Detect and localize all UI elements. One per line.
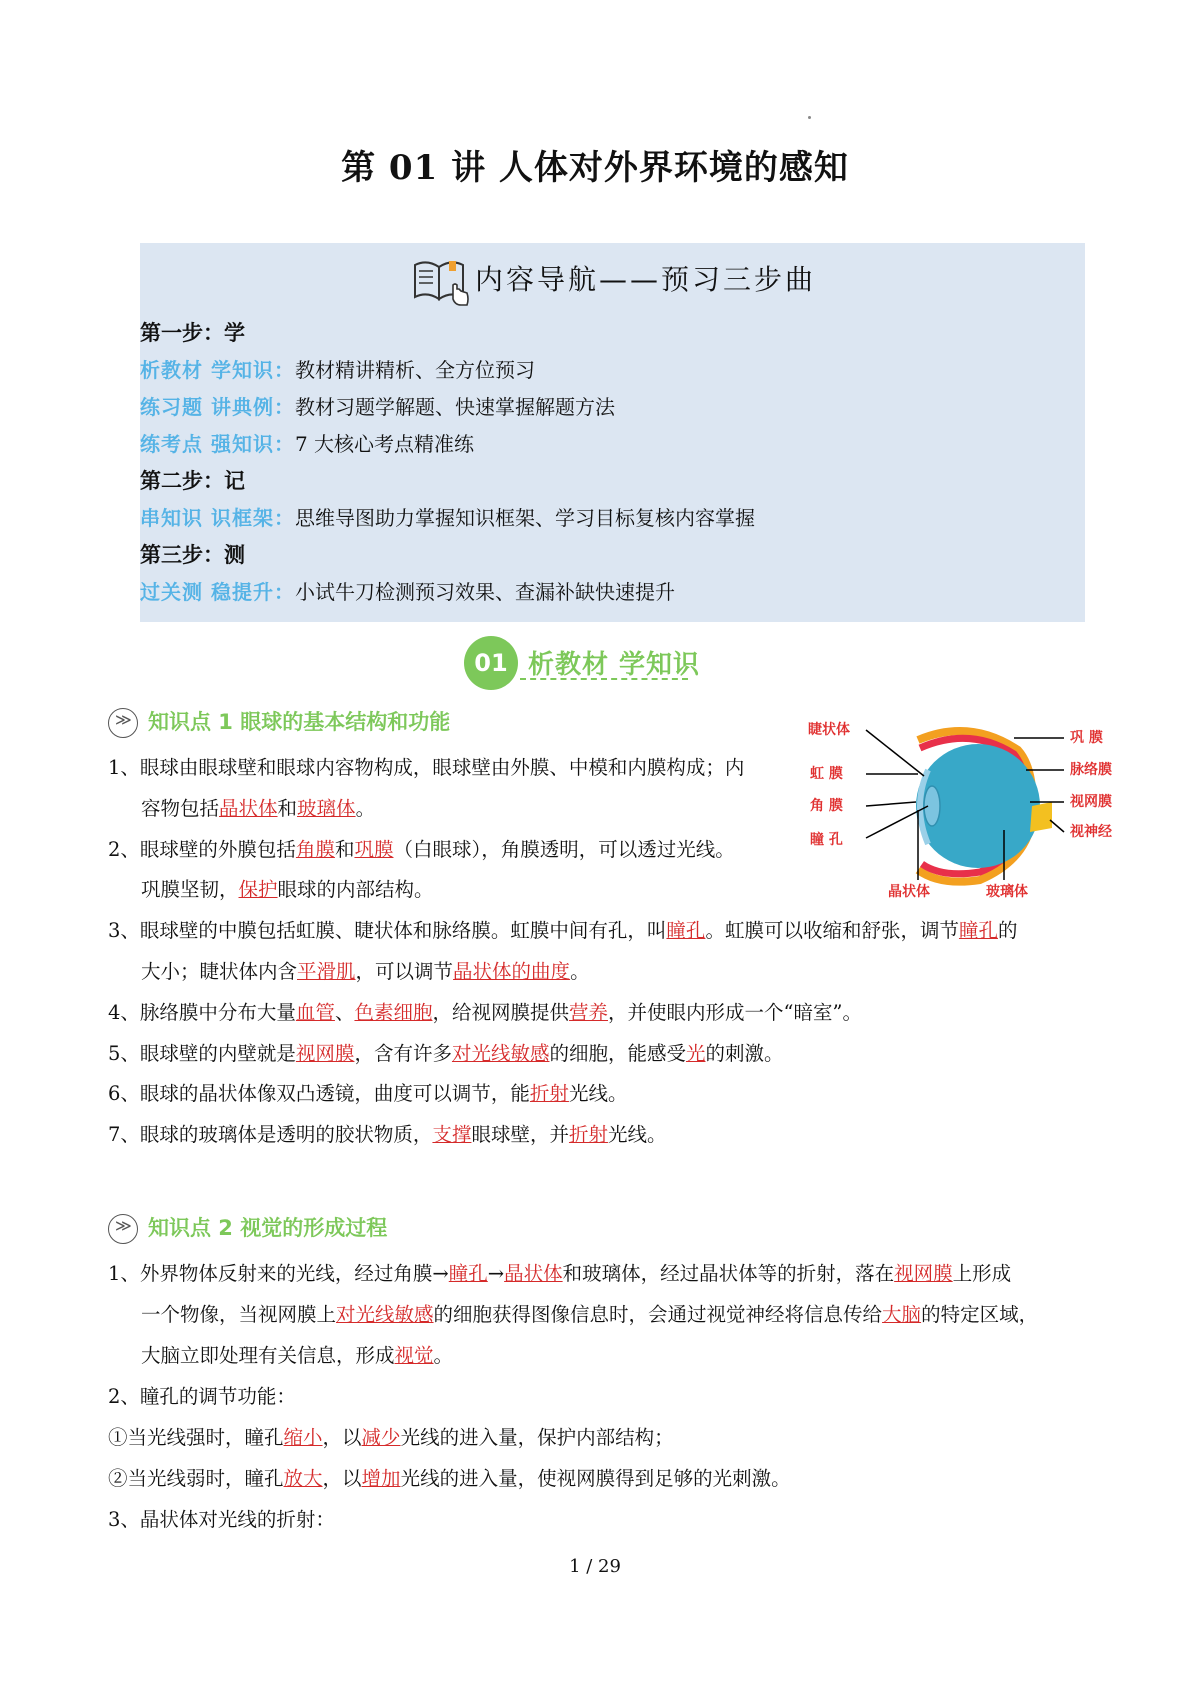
- nav-item-text: 小试牛刀检测预习效果、查漏补缺快速提升: [294, 580, 675, 604]
- text-segment: 2、瞳孔的调节功能：: [108, 1385, 296, 1408]
- nav-step-heading: [140, 321, 245, 345]
- nav-item: [140, 358, 535, 382]
- section-underline: [520, 678, 688, 680]
- page-number: 1 / 29: [569, 1556, 621, 1577]
- key-term: 血管: [295, 1000, 335, 1024]
- key-term: 光: [685, 1041, 706, 1065]
- text-segment: 眼球壁，并: [471, 1123, 569, 1147]
- kp1-text-line: [108, 838, 735, 862]
- text-segment: 1、外界物体反射来的光线，经过角膜→: [108, 1262, 449, 1285]
- knowledge-point-2-heading: [108, 1212, 387, 1244]
- label-retina: 视网膜: [1070, 794, 1112, 810]
- nav-step-label: 第三步：测: [140, 542, 245, 567]
- text-segment: ，含有许多: [354, 1041, 452, 1065]
- text-segment: ②当光线弱时，瞳孔: [108, 1467, 284, 1490]
- key-term: 玻璃体: [297, 796, 356, 820]
- label-iris: 虹 膜: [810, 766, 843, 782]
- text-segment: 6、眼球的晶状体像双凸透镜，曲度可以调节，能: [108, 1082, 530, 1106]
- kp1-text-line: [108, 1001, 862, 1025]
- nav-item-label: 过关测 稳提升：: [140, 580, 295, 604]
- nav-item-label: 练习题 讲典例：: [140, 395, 295, 419]
- nav-item-label: 练考点 强知识：: [140, 432, 295, 456]
- text-segment: ，以: [322, 1426, 362, 1449]
- text-segment: 的刺激。: [705, 1041, 784, 1065]
- key-term: 平滑肌: [297, 960, 356, 983]
- text-segment: 一个物像，当视网膜上: [141, 1303, 337, 1326]
- knowledge-point-1-title: 知识点 1 眼球的基本结构和功能: [148, 710, 451, 734]
- text-segment: 光线的进入量，保护内部结构；: [400, 1426, 674, 1449]
- text-segment: ，给视网膜提供: [432, 1000, 569, 1024]
- key-term: 视网膜: [295, 1041, 355, 1065]
- text-segment: 和: [277, 796, 298, 820]
- text-segment: 。: [355, 796, 376, 820]
- text-segment: 光线的进入量，使视网膜得到足够的光刺激。: [400, 1467, 791, 1490]
- nav-item: [140, 432, 474, 456]
- key-term: 视网膜: [894, 1262, 953, 1285]
- text-segment: 巩膜坚韧，: [141, 878, 239, 902]
- kp1-text-line: [108, 756, 744, 780]
- text-segment: 的特定区域，: [921, 1303, 1039, 1326]
- text-segment: 。虹膜可以收缩和舒张，调节: [705, 919, 959, 943]
- text-segment: ①当光线强时，瞳孔: [108, 1426, 284, 1449]
- label-lens: 晶状体: [888, 884, 930, 900]
- key-term: 晶状体: [219, 796, 278, 820]
- kp1-text-line: [108, 1042, 784, 1066]
- kp1-text-line: [141, 960, 590, 984]
- text-segment: 容物包括: [141, 796, 220, 820]
- kp1-text-line: [108, 919, 1017, 943]
- text-segment: 3、晶状体对光线的折射：: [108, 1508, 335, 1531]
- label-pupil: 瞳 孔: [810, 832, 843, 848]
- page-title: 第 01 讲 人体对外界环境的感知: [341, 148, 849, 188]
- text-segment: →: [487, 1262, 505, 1285]
- text-segment: （白眼球），角膜透明，可以透过光线。: [393, 837, 735, 861]
- text-segment: ，以: [322, 1467, 362, 1490]
- kp2-text-line: [141, 1303, 1038, 1327]
- section-number: 01: [464, 636, 518, 690]
- key-term: 折射: [529, 1082, 569, 1106]
- content-navigation-box: [140, 243, 1085, 622]
- key-term: 放大: [283, 1467, 323, 1490]
- key-term: 晶状体: [504, 1262, 563, 1285]
- nav-item-text: 教材精讲精析、全方位预习: [294, 358, 535, 382]
- text-segment: 2、眼球壁的外膜包括: [108, 837, 296, 861]
- kp1-text-line: [108, 1123, 666, 1147]
- key-term: 大脑: [882, 1303, 922, 1326]
- text-segment: 5、眼球壁的内壁就是: [108, 1041, 296, 1065]
- text-segment: 。: [570, 960, 590, 983]
- nav-item: [140, 506, 755, 530]
- kp2-text-line: [141, 1344, 453, 1368]
- key-term: 缩小: [283, 1426, 323, 1449]
- kp1-text-line: [108, 1082, 627, 1106]
- kp2-text-line: [108, 1385, 296, 1409]
- eye-structure-illustration: [800, 710, 1140, 910]
- label-optic-nerve: 视神经: [1070, 824, 1112, 840]
- key-term: 营养: [568, 1000, 608, 1024]
- decorative-dot: [808, 116, 811, 119]
- arrow-circle-icon: [108, 1214, 138, 1244]
- text-segment: 。: [433, 1344, 454, 1367]
- nav-step-label: 第一步：学: [140, 320, 245, 345]
- text-segment: 3、眼球壁的中膜包括虹膜、睫状体和脉络膜。虹膜中间有孔，叫: [108, 919, 667, 943]
- key-term: 瞳孔: [666, 919, 706, 943]
- nav-heading-text: 内容导航——预习三步曲: [474, 263, 816, 296]
- label-sclera: 巩 膜: [1070, 730, 1103, 746]
- kp1-text-line: [141, 878, 434, 902]
- text-segment: 光线。: [568, 1082, 628, 1106]
- nav-heading: [140, 255, 1085, 307]
- key-term: 折射: [568, 1123, 608, 1147]
- section-title: 析教材 学知识: [528, 650, 701, 680]
- kp2-text-line: [108, 1508, 335, 1532]
- text-segment: 的: [997, 919, 1018, 943]
- book-hand-icon: [409, 255, 471, 307]
- eye-diagram: [800, 710, 1140, 914]
- key-term: 角膜: [295, 837, 335, 861]
- text-segment: 上形成: [952, 1262, 1012, 1285]
- text-segment: 光线。: [607, 1123, 667, 1147]
- text-segment: 和: [334, 837, 355, 861]
- arrow-circle-icon: [108, 708, 138, 738]
- text-segment: 1、眼球由眼球壁和眼球内容物构成，眼球壁由外膜、中模和内膜构成；内: [108, 756, 745, 779]
- key-term: 瞳孔: [958, 919, 998, 943]
- key-term: 色素细胞: [354, 1000, 433, 1024]
- key-term: 保护: [238, 878, 278, 902]
- key-term: 增加: [361, 1467, 401, 1490]
- key-term: 巩膜: [354, 837, 394, 861]
- key-term: 视觉: [394, 1344, 434, 1367]
- key-term: 晶状体的曲度: [453, 960, 571, 983]
- text-segment: 的细胞获得图像信息时，会通过视觉神经将信息传给: [433, 1303, 883, 1326]
- label-choroid: 脉络膜: [1070, 762, 1112, 778]
- label-ciliary-body: 睫状体: [808, 722, 850, 738]
- kp2-text-line: [108, 1426, 674, 1450]
- nav-item: [140, 395, 615, 419]
- nav-item: [140, 580, 675, 604]
- knowledge-point-1-heading: [108, 706, 450, 738]
- kp1-text-line: [141, 797, 375, 821]
- text-segment: 和玻璃体，经过晶状体等的折射，落在: [562, 1262, 895, 1285]
- nav-item-text: 7 大核心考点精准练: [294, 432, 475, 456]
- kp2-text-line: [108, 1467, 791, 1491]
- text-segment: 的细胞，能感受: [549, 1041, 686, 1065]
- nav-step-label: 第二步：记: [140, 468, 245, 493]
- text-segment: ，并使眼内形成一个“暗室”。: [608, 1000, 862, 1024]
- nav-item-text: 思维导图助力掌握知识框架、学习目标复核内容掌握: [294, 506, 755, 530]
- text-segment: 4、脉络膜中分布大量: [108, 1000, 296, 1024]
- kp2-text-line: [108, 1262, 1011, 1286]
- label-cornea: 角 膜: [810, 798, 843, 814]
- text-segment: 、: [334, 1000, 355, 1024]
- key-term: 支撑: [432, 1123, 472, 1147]
- text-segment: ，可以调节: [355, 960, 454, 983]
- nav-item-label: 串知识 识框架：: [140, 506, 295, 530]
- text-segment: 眼球的内部结构。: [277, 878, 434, 902]
- nav-item-text: 教材习题学解题、快速掌握解题方法: [294, 395, 615, 419]
- key-term: 对光线敏感: [451, 1041, 550, 1065]
- label-vitreous: 玻璃体: [986, 884, 1028, 900]
- nav-step-heading: [140, 543, 245, 567]
- nav-step-heading: [140, 469, 245, 493]
- key-term: 对光线敏感: [336, 1303, 434, 1326]
- text-segment: 大脑立即处理有关信息，形成: [141, 1344, 395, 1367]
- text-segment: 7、眼球的玻璃体是透明的胶状物质，: [108, 1123, 433, 1147]
- key-term: 瞳孔: [448, 1262, 488, 1285]
- nav-item-label: 析教材 学知识：: [140, 358, 295, 382]
- key-term: 减少: [361, 1426, 401, 1449]
- knowledge-point-2-title: 知识点 2 视觉的形成过程: [148, 1216, 388, 1240]
- text-segment: 大小；睫状体内含: [141, 960, 298, 983]
